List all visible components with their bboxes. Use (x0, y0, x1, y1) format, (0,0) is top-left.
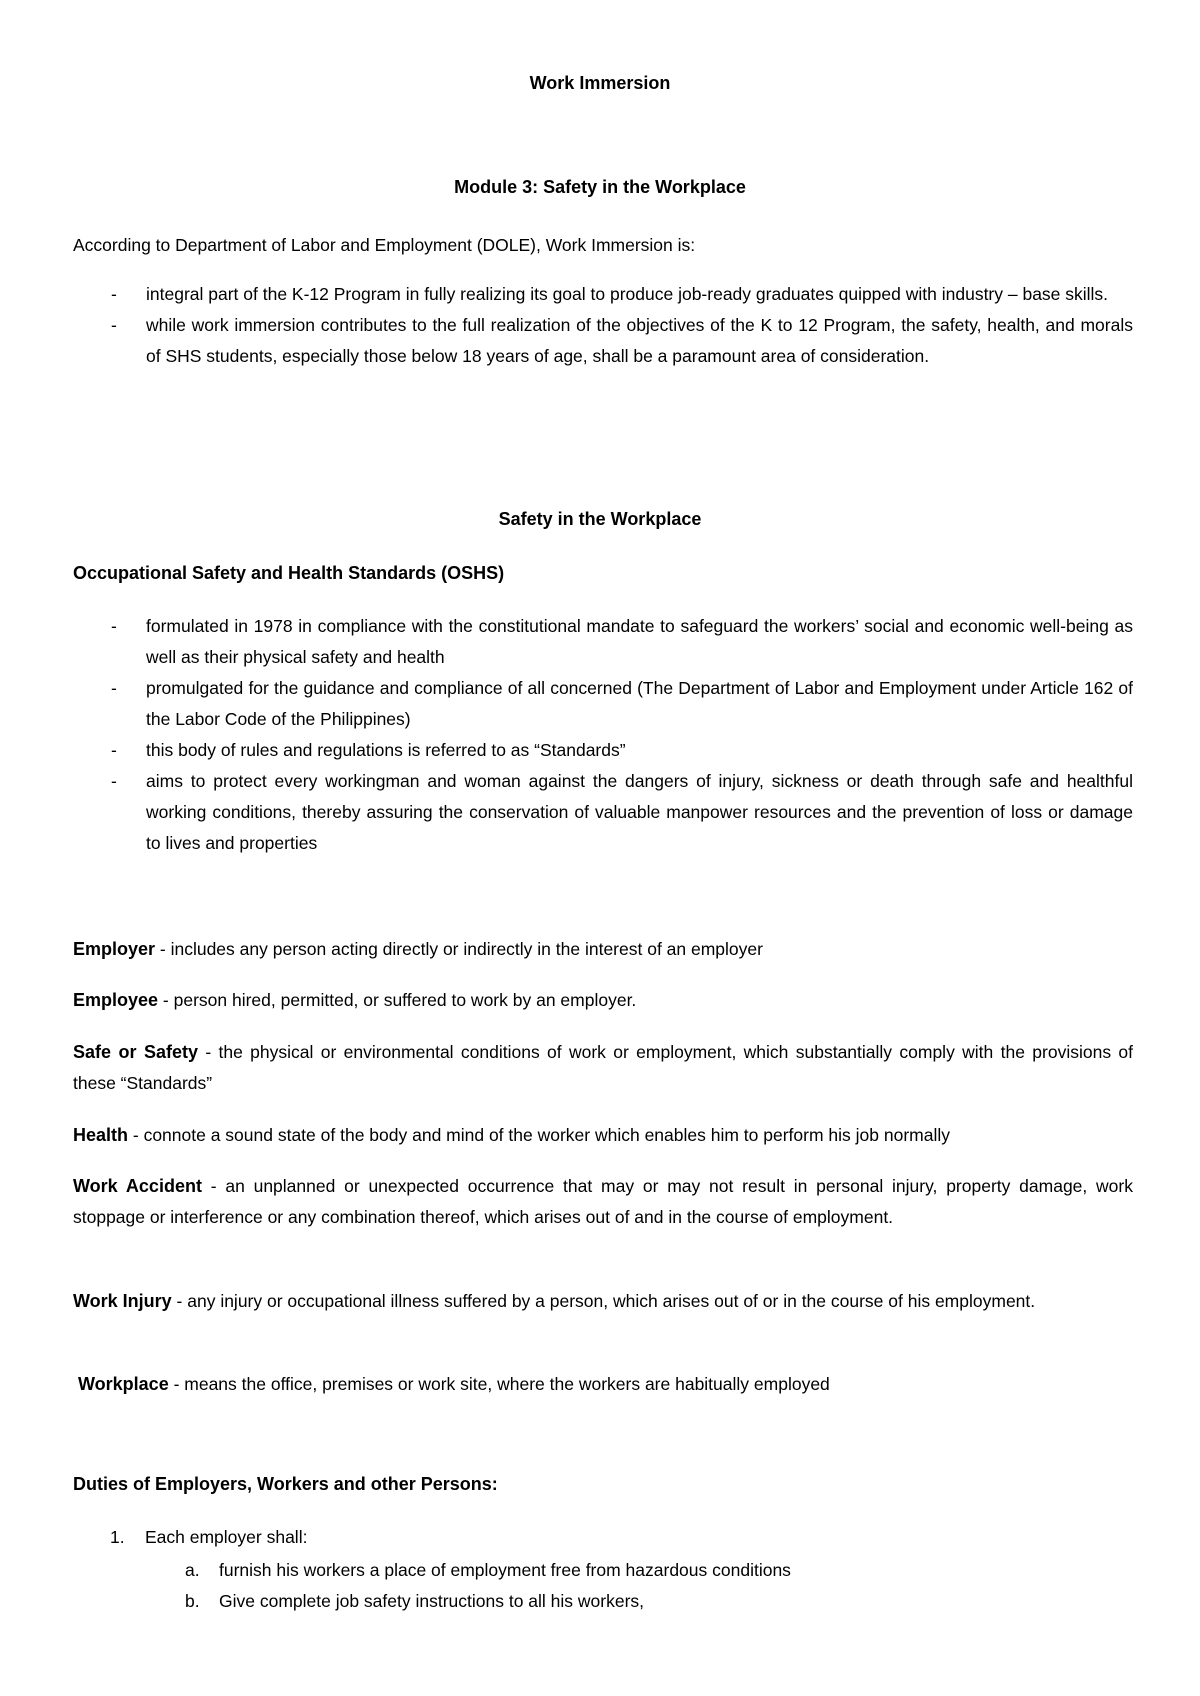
definition-text: - any injury or occupational illness suffered by a person, which arises out of or in the course of his employment. (171, 1291, 1036, 1311)
duties-heading: Duties of Employers, Workers and other Persons: (73, 1474, 498, 1494)
duties-list (110, 1527, 307, 1548)
list-item-text: Each employer shall: (145, 1527, 308, 1547)
bullet-text: promulgated for the guidance and compliance of all concerned (The Department of Labor and Employment under Article 162 of the Labor Code of the Philippines) (146, 678, 1133, 729)
definition-safety (73, 1037, 1133, 1099)
bullet-text: this body of rules and regulations is referred to as “Standards” (146, 740, 626, 760)
list-item (73, 673, 1133, 735)
definition-work-injury (73, 1286, 1133, 1317)
dash-bullet: - (111, 315, 117, 335)
definition-workplace (78, 1369, 1138, 1400)
dash-bullet: - (111, 284, 117, 304)
bullet-text: formulated in 1978 in compliance with the constitutional mandate to safeguard the workers’ social and economic well-being as well as their physical safety and health (146, 616, 1133, 667)
list-item (185, 1586, 791, 1617)
bullet-text: integral part of the K-12 Program in fully realizing its goal to produce job-ready graduates quipped with industry – base skills. (146, 284, 1109, 304)
module-title: Module 3: Safety in the Workplace (454, 177, 746, 197)
definition-text: - means the office, premises or work site, where the workers are habitually employed (168, 1374, 830, 1394)
list-item-text: furnish his workers a place of employment free from hazardous conditions (219, 1560, 791, 1580)
section-title: Safety in the Workplace (498, 509, 702, 529)
list-item (73, 279, 1133, 310)
dash-bullet: - (111, 771, 117, 791)
definition-text: - person hired, permitted, or suffered to work by an employer. (158, 990, 637, 1010)
list-item (73, 611, 1133, 673)
bullet-text: while work immersion contributes to the full realization of the objectives of the K to 12 Program, the safety, health, and morals of SHS students, especially those below 18 years of age, shall be a paramount area of consideration. (146, 315, 1133, 366)
definition-term: Safe or Safety (73, 1042, 199, 1062)
bullet-text: aims to protect every workingman and woman against the dangers of injury, sickness or death through safe and healthful working conditions, thereby assuring the conservation of valuable manpower resources and the prevention of loss or damage to lives and properties (146, 771, 1133, 853)
definition-text: - connote a sound state of the body and mind of the worker which enables him to perform his job normally (128, 1125, 950, 1145)
intro-paragraph: According to Department of Labor and Employment (DOLE), Work Immersion is: (73, 235, 696, 255)
intro-bullet-list (73, 279, 1133, 372)
list-item (73, 310, 1133, 372)
definition-text: - an unplanned or unexpected occurrence that may or may not result in personal injury, property damage, work stoppage or interference or any combination thereof, which arises out of and in the course of employment. (73, 1176, 1133, 1227)
list-item-text: Give complete job safety instructions to all his workers, (219, 1591, 645, 1611)
list-item (110, 1527, 307, 1548)
oshs-bullet-list (73, 611, 1133, 859)
definition-employer (73, 934, 1133, 965)
definition-employee (73, 985, 1133, 1016)
dash-bullet: - (111, 678, 117, 698)
list-item (185, 1555, 791, 1586)
list-marker: 1. (110, 1527, 125, 1547)
oshs-heading: Occupational Safety and Health Standards (OSHS) (73, 563, 505, 583)
list-marker: b. (185, 1591, 200, 1611)
employer-duties-sublist (185, 1555, 791, 1617)
definition-term: Workplace (78, 1374, 169, 1394)
definition-text: - includes any person acting directly or indirectly in the interest of an employer (155, 939, 763, 959)
definition-term: Employee (73, 990, 159, 1010)
definition-term: Work Accident (73, 1176, 202, 1196)
list-item (73, 735, 1133, 766)
definition-health (73, 1120, 1133, 1151)
list-item (73, 766, 1133, 859)
document-title: Work Immersion (529, 73, 671, 93)
dash-bullet: - (111, 616, 117, 636)
definition-work-accident (73, 1171, 1133, 1233)
dash-bullet: - (111, 740, 117, 760)
list-marker: a. (185, 1560, 200, 1580)
definition-term: Work Injury (73, 1291, 172, 1311)
definition-term: Health (73, 1125, 129, 1145)
definition-text: - the physical or environmental conditions of work or employment, which substantially comply with the provisions of these “Standards” (73, 1042, 1133, 1093)
definition-term: Employer (73, 939, 156, 959)
